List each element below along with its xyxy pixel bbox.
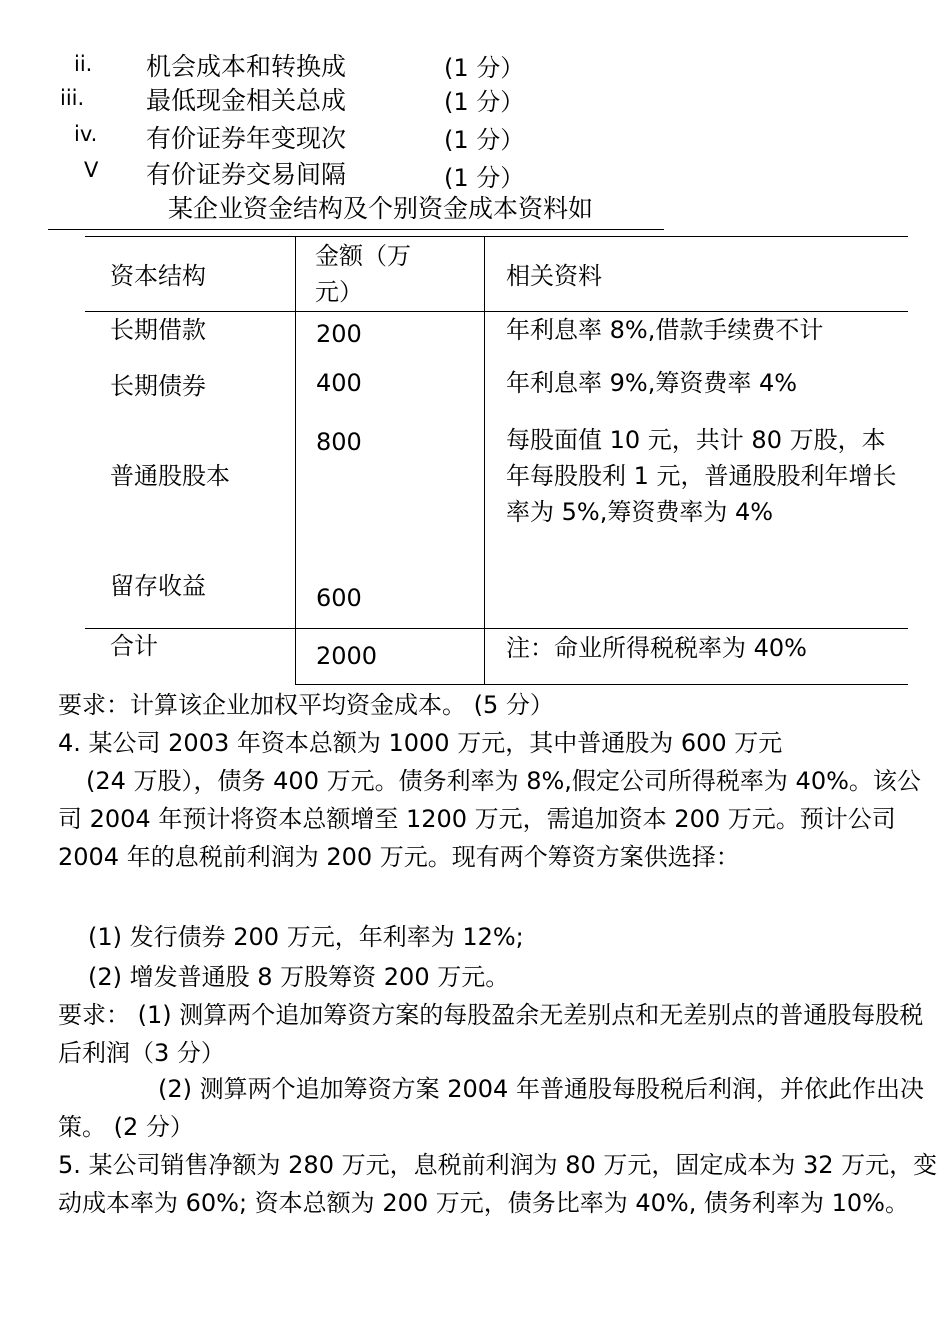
- question-4-requirement: 要求： (1) 测算两个追加筹资方案的每股盈余无差别点和无差别点的普通股每股税后利润（3 分）: [58, 1001, 924, 1067]
- question-4-option: (2) 增发普通股 8 万股筹资 200 万元。: [88, 963, 510, 991]
- list-text: 有价证券交易间隔: [146, 160, 347, 189]
- table-cell: 留存收益: [110, 572, 206, 600]
- question-4-requirement: (2) 测算两个追加筹资方案 2004 年普通股每股税后利润，并依此作出决策。 (2 分）: [58, 1075, 924, 1141]
- requirement-text: 要求：计算该企业加权平均资金成本。 (5 分）: [58, 691, 554, 719]
- table-cell: 每股面值 10 元，共计 80 万股，本年每股股利 1 元，普通股股利年增长率为 5%,筹资费率为 4%: [506, 426, 897, 526]
- list-numeral: iii.: [60, 86, 85, 110]
- table-border-top: [85, 236, 908, 237]
- table-rule: [48, 229, 664, 230]
- list-numeral: iv.: [74, 122, 98, 146]
- table-cell: 400: [316, 369, 362, 397]
- list-numeral: ii.: [74, 52, 93, 76]
- table-cell: 200: [316, 320, 362, 348]
- table-cell: 注：命业所得税税率为 40%: [506, 634, 807, 662]
- table-cell: 长期债券: [110, 372, 206, 400]
- table-column-divider: [484, 236, 485, 684]
- list-score: (1 分）: [444, 164, 525, 192]
- table-header-cell: 资本结构: [110, 262, 206, 290]
- list-score: (1 分）: [444, 54, 525, 82]
- table-total-divider: [85, 628, 908, 629]
- table-cell: 合计: [110, 632, 158, 660]
- list-text: 有价证券年变现次: [146, 124, 347, 153]
- table-cell: 普通股股本: [110, 462, 230, 490]
- table-title: 某企业资金结构及个别资金成本资料如: [168, 194, 594, 223]
- table-cell: 年利息率 8%,借款手续费不计: [506, 316, 824, 344]
- list-numeral: V: [84, 158, 99, 182]
- table-border-bottom: [295, 684, 908, 685]
- table-column-divider: [295, 236, 296, 684]
- question-4-option: (1) 发行债券 200 万元，年利率为 12%;: [88, 923, 524, 951]
- table-cell: 长期借款: [110, 316, 206, 344]
- list-score: (1 分）: [444, 88, 525, 116]
- question-4-intro: 4. 某公司 2003 年资本总额为 1000 万元，其中普通股为 600 万元: [58, 729, 783, 757]
- table-cell: 2000: [316, 642, 378, 670]
- table-cell: 800: [316, 428, 362, 456]
- table-header-cell: 相关资料: [506, 262, 602, 290]
- table-cell: 600: [316, 584, 362, 612]
- list-text: 最低现金相关总成: [146, 86, 347, 115]
- question-4-body: (24 万股），债务 400 万元。债务利率为 8%,假定公司所得税率为 40%。该公司 2004 年预计将资本总额增至 1200 万元，需追加资本 200 万元。预计公司 2004 年的息税前利润为 200 万元。现有两个筹资方案供选择：: [58, 767, 921, 871]
- list-score: (1 分）: [444, 126, 525, 154]
- table-header-cell: 金额（万元）: [315, 242, 411, 306]
- table-cell: 年利息率 9%,筹资费率 4%: [506, 369, 798, 397]
- list-text: 机会成本和转换成: [146, 52, 347, 81]
- question-5-text: 5. 某公司销售净额为 280 万元，息税前利润为 80 万元，固定成本为 32 万元，变动成本率为 60%; 资本总额为 200 万元，债务比率为 40%, 债务利率为 10%。: [58, 1151, 938, 1217]
